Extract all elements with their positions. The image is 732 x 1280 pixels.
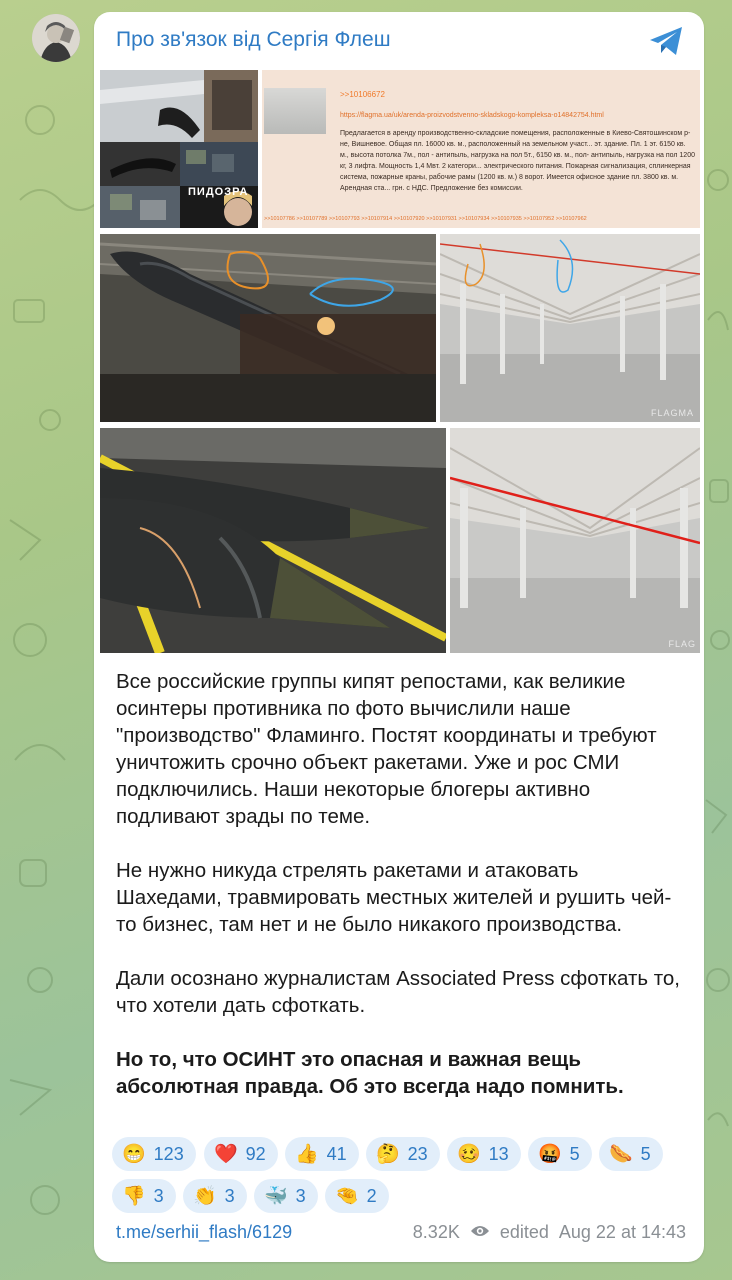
watermark-2: FLAG bbox=[668, 639, 696, 649]
collage-label: ПИДОЗРА bbox=[188, 186, 249, 198]
reaction-count: 23 bbox=[407, 1143, 428, 1164]
post-link[interactable]: t.me/serhii_flash/6129 bbox=[116, 1222, 293, 1242]
reaction-count: 92 bbox=[245, 1143, 266, 1164]
reaction-count: 3 bbox=[295, 1185, 306, 1206]
thumbs-up-emoji-icon: 👍 bbox=[295, 1143, 319, 1165]
warehouse-2-photo-image bbox=[450, 428, 700, 653]
message-paragraph-bold: Но то, что ОСИНТ это опасная и важная вещь абсолютная правда. Об это всегда надо помнить. bbox=[116, 1048, 624, 1098]
reaction-whale[interactable] bbox=[254, 1179, 318, 1213]
hotdog-emoji-icon: 🌭 bbox=[609, 1143, 633, 1165]
listing-reply-ids: >>10107786 >>10107789 >>10107793 >>10107914 >>10107920 >>10107931 >>10107934 >>10107935 >>10107952 >>10107962 bbox=[264, 216, 587, 222]
reaction-grinning[interactable] bbox=[112, 1137, 196, 1171]
cursing-emoji-icon: 🤬 bbox=[538, 1143, 562, 1165]
message-paragraph-2: Не нужно никуда стрелять ракетами и атаковать Шахедами, травмировать местных жителей и рушить чей-то бизнес, там нет и не было никакого производства. bbox=[116, 859, 672, 936]
avatar-portrait-icon bbox=[32, 14, 80, 62]
share-button[interactable] bbox=[646, 24, 686, 58]
photo-listing-screenshot[interactable] bbox=[262, 70, 700, 228]
reaction-count: 123 bbox=[153, 1143, 184, 1164]
post-footer bbox=[116, 1222, 686, 1248]
message-paragraph-3: Дали осознано журналистам Associated Press сфоткать то, что хотели дать сфоткать. bbox=[116, 967, 681, 1017]
reaction-thinking[interactable] bbox=[366, 1137, 440, 1171]
reaction-count: 5 bbox=[640, 1143, 651, 1164]
grinning-emoji-icon: 😁 bbox=[122, 1143, 146, 1165]
post-text bbox=[116, 668, 686, 1100]
whale-emoji-icon: 🐳 bbox=[264, 1185, 288, 1207]
reaction-clapping[interactable] bbox=[183, 1179, 247, 1213]
clapping-emoji-icon: 👏 bbox=[193, 1185, 217, 1207]
thumbs-down-emoji-icon: 👎 bbox=[122, 1185, 146, 1207]
photo-collage[interactable] bbox=[100, 70, 258, 228]
watermark-1: FLAGMA bbox=[650, 408, 694, 418]
reaction-count: 3 bbox=[224, 1185, 235, 1206]
reaction-count: 13 bbox=[488, 1143, 509, 1164]
channel-post-card bbox=[94, 12, 704, 1262]
listing-thumbnail bbox=[264, 88, 326, 134]
listing-id: >>10106672 bbox=[340, 90, 385, 99]
photo-warehouse-1[interactable] bbox=[440, 234, 700, 422]
photo-missiles-closeup[interactable] bbox=[100, 428, 446, 653]
reaction-woozy[interactable] bbox=[447, 1137, 521, 1171]
reaction-thumbs-down[interactable] bbox=[112, 1179, 176, 1213]
photo-gallery[interactable] bbox=[100, 70, 700, 653]
post-meta bbox=[413, 1222, 686, 1243]
reaction-thumbs-up[interactable] bbox=[285, 1137, 359, 1171]
edited-label: edited bbox=[499, 1222, 549, 1242]
pinching-hand-emoji-icon: 🤏 bbox=[335, 1185, 359, 1207]
post-date: Aug 22 at 14:43 bbox=[558, 1222, 686, 1242]
reaction-count: 2 bbox=[366, 1185, 377, 1206]
reaction-heart[interactable] bbox=[204, 1137, 278, 1171]
reaction-count: 5 bbox=[569, 1143, 580, 1164]
listing-description: Предлагается в аренду производственно-складские помещения, расположенные в Киево-Святошинском р-не, Вишневое. Общая пл. 16000 кв. м., расположенный на земельном участ... эт. здание. Пл. 1 эт. 6150 кв. м., высота потолка 7м., пол - антипыль, нагрузка на пол 5т., 6150 кв. м., пол- антипыль, нагрузка на пол 1200 кг, 3 лифта. Мощность 1,4 Мвт. 2 категори... электрического питания. Пожарная сигнализация, сплинкерная система, пожарные краны, рабочие рамы (1200 кв. м.) 8 ворот. Имеется офисное здание пл. 3800 кв. м. Арендная ста... грн. с НДС. Предложение без комиссии. bbox=[340, 130, 695, 192]
woozy-emoji-icon: 🥴 bbox=[457, 1143, 481, 1165]
photo-warehouse-2[interactable] bbox=[450, 428, 700, 653]
reaction-hotdog[interactable] bbox=[599, 1137, 663, 1171]
photo-missile-annotated[interactable] bbox=[100, 234, 436, 422]
reaction-count: 41 bbox=[326, 1143, 347, 1164]
message-paragraph-1: Все российские группы кипят репостами, как великие осинтеры противника по фото вычислили наше "производство" Фламинго. Постят координаты и требуют уничтожить срочно объект ракетами. Уже и рос СМИ подключились. Наши некоторые блогеры активно подливают зрады по теме. bbox=[116, 670, 657, 828]
telegram-share-icon bbox=[646, 24, 686, 58]
listing-url: https://flagma.ua/uk/arenda-proizvodstvenno-skladskogo-kompleksa-o14842754.html bbox=[340, 112, 604, 119]
reaction-pinching-hand[interactable] bbox=[325, 1179, 389, 1213]
view-count: 8.32K bbox=[412, 1222, 460, 1242]
eye-icon bbox=[470, 1222, 490, 1243]
reaction-count: 3 bbox=[153, 1185, 164, 1206]
thinking-emoji-icon: 🤔 bbox=[376, 1143, 400, 1165]
reaction-cursing[interactable] bbox=[528, 1137, 592, 1171]
collage-image bbox=[100, 70, 258, 228]
missiles-closeup-image bbox=[100, 428, 446, 653]
channel-avatar[interactable] bbox=[32, 14, 80, 62]
channel-name[interactable]: Про зв'язок від Сергія Флеш bbox=[116, 28, 391, 51]
missile-photo-image bbox=[100, 234, 436, 422]
warehouse-photo-image bbox=[440, 234, 700, 422]
post-header bbox=[94, 12, 704, 70]
heart-emoji-icon: ❤️ bbox=[214, 1143, 238, 1165]
